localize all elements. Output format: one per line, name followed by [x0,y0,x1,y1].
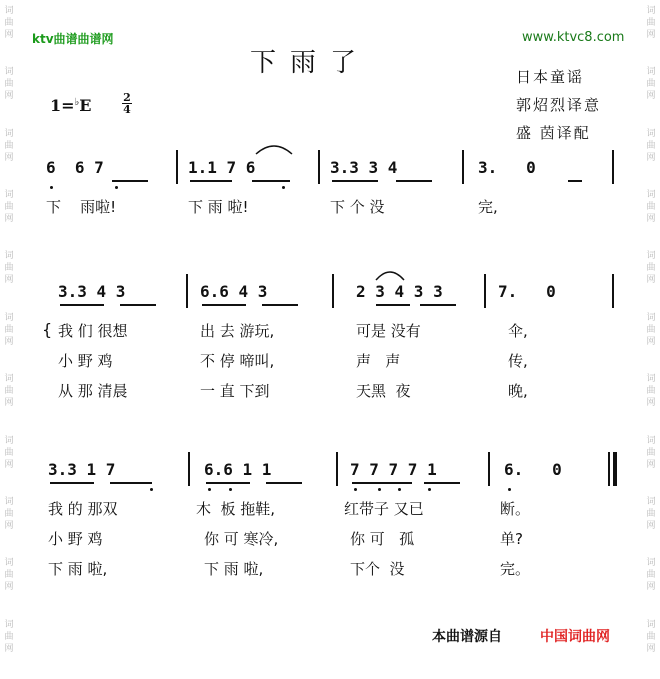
lyric-3-v1-2: 木 板 拖鞋, [196,500,276,518]
watermark-glyph: 网 [646,582,656,593]
lyric-2-v2-1: 小 野 鸡 [58,352,113,370]
lyric-2-v2-2: 不 停 啼叫, [200,352,275,370]
watermark-glyph: 曲 [646,508,656,519]
barline [176,150,178,184]
low-octave-dot [378,488,381,491]
beam-underline [568,180,582,182]
watermark-glyph: 词 [4,67,14,78]
watermark-glyph: 曲 [4,324,14,335]
lyric-3-v2-3: 你 可 孤 [350,530,415,548]
lyric-1-1: 下 雨啦! [46,198,117,216]
measure-1-1: 6 6 7 [46,158,104,177]
watermark-glyph: 网 [4,582,14,593]
low-octave-dot [354,488,357,491]
lyric-3-v1-1: 我 的 那双 [48,500,118,518]
beam-underline [420,304,456,306]
watermark-glyph: 曲 [4,508,14,519]
lyric-2-v1-1: 我 们 很想 [58,322,128,340]
lyric-3-v3-2: 下 雨 啦, [204,560,264,578]
watermark-glyph: 网 [4,214,14,225]
watermark-glyph: 词 [4,190,14,201]
measure-3-2: 6.6 1 1 [204,460,272,479]
credit-translator: 郭炤烈译意 [516,96,602,114]
watermark-glyph: 网 [4,91,14,102]
watermark-glyph: 网 [646,275,656,286]
lyric-2-v1-2: 出 去 游玩, [200,322,275,340]
watermark-glyph: 网 [646,30,656,40]
lyric-2-v1-4: 伞, [508,322,528,340]
lyric-3-v2-2: 你 可 寒冷, [204,530,279,548]
lyric-3-v2-1: 小 野 鸡 [48,530,103,548]
key-note: E [79,96,92,115]
measure-3-3: 7 7 7 7 1 [350,460,437,479]
watermark-glyph: 网 [4,152,14,163]
right-watermark-column [644,0,658,679]
watermark-glyph: 曲 [4,79,14,90]
beam-underline [252,180,290,182]
lyric-1-2: 下 雨 啦! [188,198,249,216]
watermark-glyph: 曲 [646,202,656,213]
footer-source-site[interactable]: 中国词曲网 [540,629,610,645]
barline [484,274,486,308]
watermark-glyph: 网 [646,214,656,225]
beam-underline [110,482,152,484]
watermark-glyph: 词 [646,435,656,446]
watermark-glyph: 曲 [646,631,656,642]
watermark-glyph: 曲 [4,386,14,397]
site-link-right[interactable]: www.ktvc8.com [522,30,625,45]
flat-sign: ♭ [74,97,80,108]
watermark-glyph: 网 [646,91,656,102]
lyric-2-v3-3: 天黑 夜 [356,382,411,400]
watermark-glyph: 词 [646,6,656,16]
beam-underline [352,482,412,484]
watermark-glyph: 网 [4,336,14,347]
lyric-2-v3-4: 晚, [508,382,528,400]
measure-1-3: 3.3 3 4 [330,158,398,177]
barline [462,150,464,184]
beam-underline [60,304,104,306]
beam-underline [190,180,232,182]
beam-underline [262,304,298,306]
watermark-glyph: 词 [646,619,656,630]
watermark-glyph: 网 [646,152,656,163]
watermark-glyph: 词 [4,558,14,569]
barline [186,274,188,308]
barline [318,150,320,184]
low-octave-dot [398,488,401,491]
lyric-3-v1-3: 红带子 又已 [344,500,424,518]
final-barline-thick [613,452,617,486]
watermark-glyph: 曲 [646,18,656,28]
watermark-glyph: 词 [646,128,656,139]
lyric-3-v3-1: 下 雨 啦, [48,560,108,578]
watermark-glyph: 曲 [646,447,656,458]
beam-underline [50,482,94,484]
beam-underline [266,482,302,484]
beam-underline [396,180,432,182]
lyric-3-v1-4: 断。 [500,500,531,518]
low-octave-dot [428,488,431,491]
barline [612,274,614,308]
watermark-glyph: 曲 [646,79,656,90]
measure-3-1: 3.3 1 7 [48,460,116,479]
watermark-glyph: 网 [646,336,656,347]
watermark-glyph: 网 [4,275,14,286]
tie-slur [254,140,294,156]
key-signature [50,96,91,115]
low-octave-dot [508,488,511,491]
watermark-glyph: 曲 [4,18,14,28]
footer-source-label: 本曲谱源自 [432,629,502,645]
slur [374,266,406,282]
beam-underline [112,180,148,182]
measure-1-2: 1.1 7 6 [188,158,256,177]
credit-arranger: 盛 茵译配 [516,124,591,142]
barline [488,452,490,486]
lyric-2-v2-3: 声 声 [356,352,401,370]
measure-2-3: 2 3 4 3 3 [356,282,443,301]
beam-underline [376,304,410,306]
beam-underline [120,304,156,306]
barline [612,150,614,184]
watermark-glyph: 曲 [4,202,14,213]
watermark-glyph: 网 [646,398,656,409]
watermark-glyph: 词 [4,619,14,630]
lyric-2-v2-4: 传, [508,352,528,370]
watermark-glyph: 词 [646,496,656,507]
barline [336,452,338,486]
watermark-glyph: 曲 [4,570,14,581]
low-octave-dot [150,488,153,491]
beam-underline [424,482,460,484]
barline [332,274,334,308]
lyric-3-v3-3: 下个 没 [350,560,405,578]
lyric-3-v2-4: 单? [500,530,523,548]
time-signature [122,92,132,115]
measure-1-4: 3. 0 [478,158,536,177]
measure-2-1: 3.3 4 3 [58,282,126,301]
watermark-glyph: 词 [646,190,656,201]
beam-underline [202,304,246,306]
lyric-3-v3-4: 完。 [500,560,531,578]
watermark-glyph: 曲 [646,570,656,581]
watermark-glyph: 词 [4,6,14,16]
lyric-2-v1-3: 可是 没有 [356,322,421,340]
barline [188,452,190,486]
verse-brace: { [42,320,53,339]
watermark-glyph: 网 [4,398,14,409]
watermark-glyph: 曲 [4,631,14,642]
watermark-glyph: 曲 [646,386,656,397]
watermark-glyph: 词 [4,435,14,446]
watermark-glyph: 词 [4,496,14,507]
watermark-glyph: 词 [646,251,656,262]
measure-2-2: 6.6 4 3 [200,282,268,301]
watermark-glyph: 词 [4,312,14,323]
low-octave-dot [208,488,211,491]
final-barline-thin [608,452,610,486]
left-watermark-column [2,0,16,679]
site-link-left[interactable]: ktv曲谱曲谱网 [32,32,114,46]
watermark-glyph: 词 [4,128,14,139]
low-octave-dot [115,186,118,189]
time-bottom: 4 [123,103,131,116]
watermark-glyph: 网 [4,459,14,470]
watermark-glyph: 曲 [4,263,14,274]
watermark-glyph: 网 [4,520,14,531]
watermark-glyph: 网 [646,643,656,654]
watermark-glyph: 曲 [646,324,656,335]
low-octave-dot [50,186,53,189]
lyric-1-4: 完, [478,198,498,216]
time-top: 2 [123,91,131,104]
song-title: 下雨了 [250,48,371,78]
measure-3-4: 6. 0 [504,460,562,479]
low-octave-dot [282,186,285,189]
beam-underline [206,482,250,484]
watermark-glyph: 词 [4,374,14,385]
watermark-glyph: 词 [646,374,656,385]
measure-2-4: 7. 0 [498,282,556,301]
watermark-glyph: 词 [646,67,656,78]
key-prefix: 1= [50,96,75,115]
watermark-glyph: 曲 [646,263,656,274]
beam-underline [332,180,378,182]
low-octave-dot [229,488,232,491]
watermark-glyph: 曲 [646,140,656,151]
lyric-2-v3-1: 从 那 清晨 [58,382,128,400]
watermark-glyph: 词 [4,251,14,262]
watermark-glyph: 词 [646,558,656,569]
watermark-glyph: 曲 [4,447,14,458]
lyric-2-v3-2: 一 直 下到 [200,382,270,400]
watermark-glyph: 网 [646,520,656,531]
watermark-glyph: 词 [646,312,656,323]
lyric-1-3: 下 个 没 [330,198,385,216]
watermark-glyph: 网 [4,30,14,40]
watermark-glyph: 网 [646,459,656,470]
credit-origin: 日本童谣 [516,68,585,86]
watermark-glyph: 网 [4,643,14,654]
watermark-glyph: 曲 [4,140,14,151]
